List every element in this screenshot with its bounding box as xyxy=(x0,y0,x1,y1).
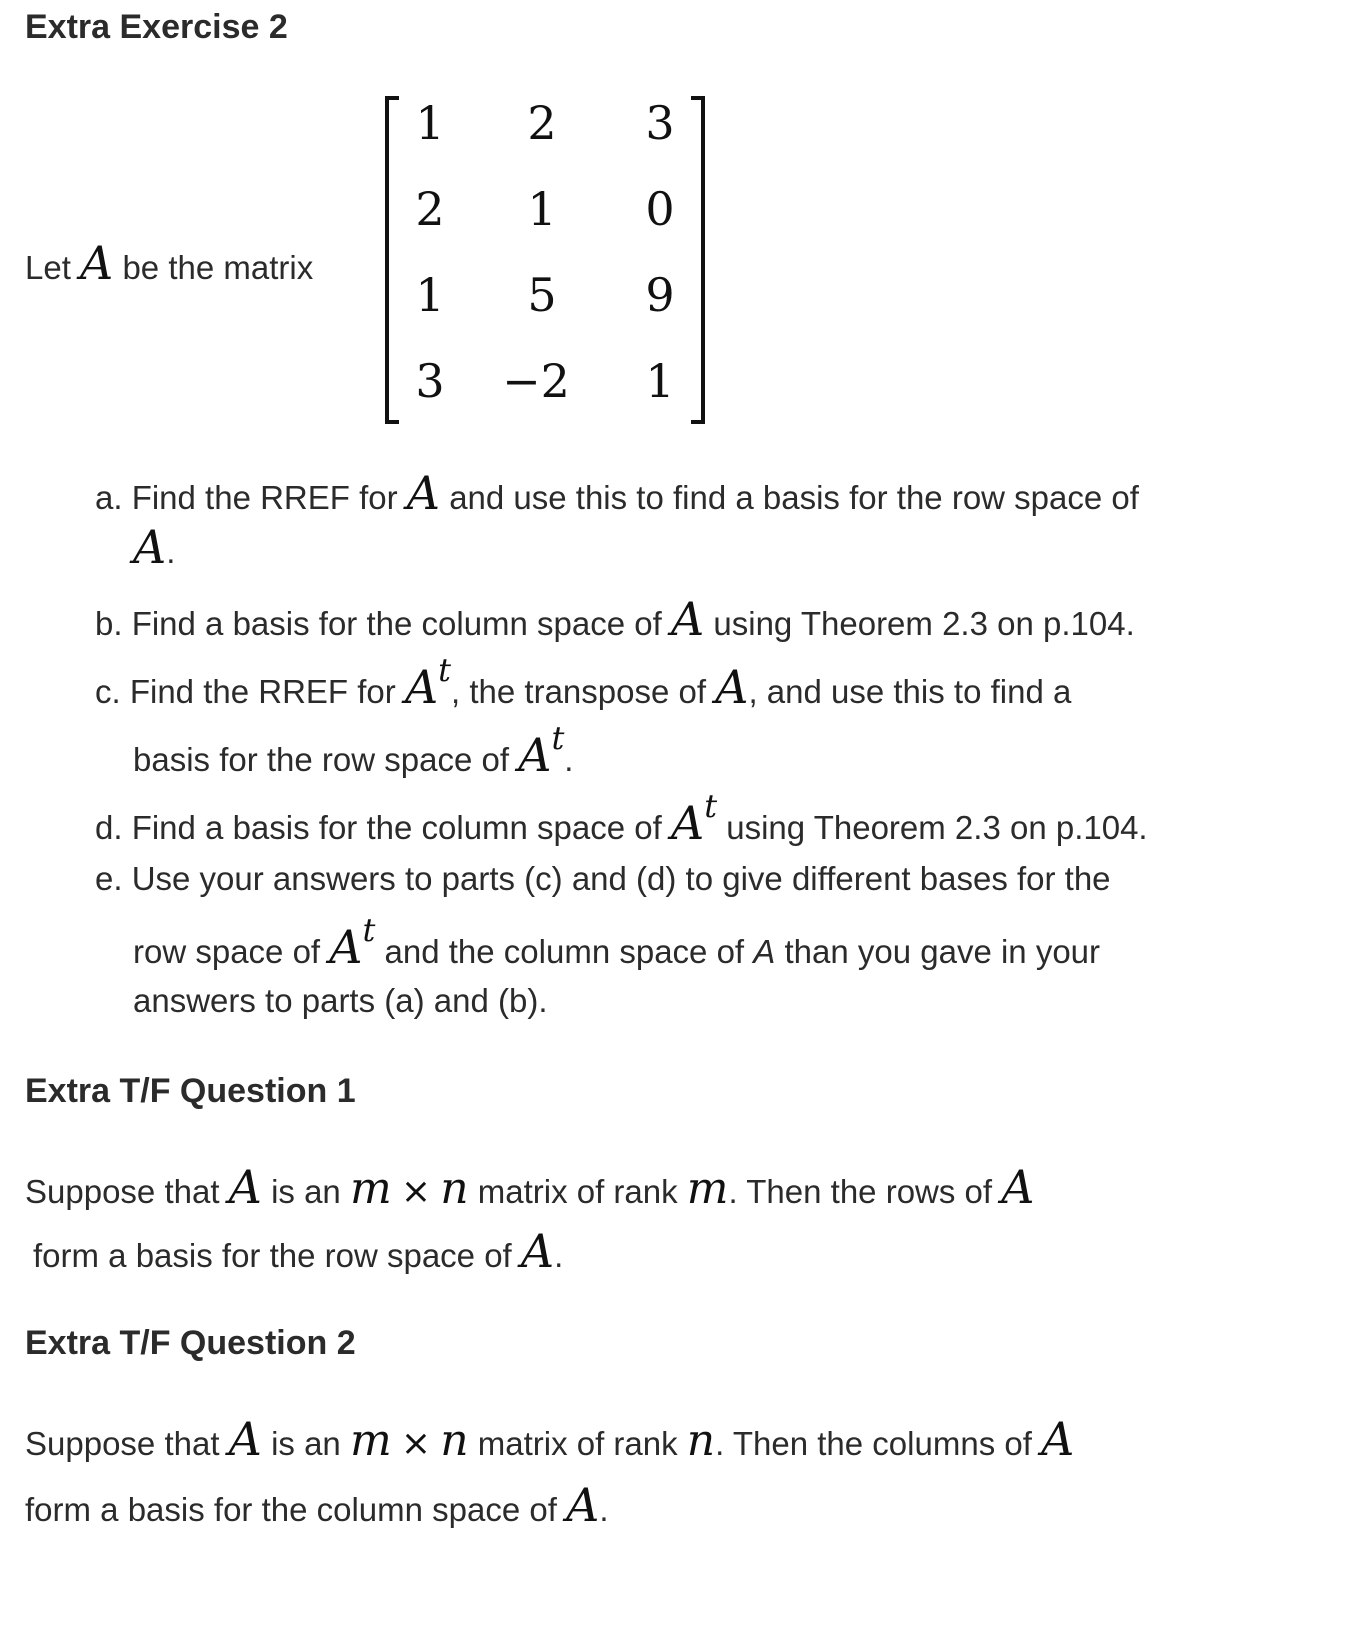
part-e-line1: e. Use your answers to parts (c) and (d) to give different bases for the xyxy=(95,860,1111,897)
exercise-heading: Extra Exercise 2 xyxy=(25,8,288,46)
tf1-line2: form a basis for the row space of A. xyxy=(33,1224,564,1278)
part-e-line2: row space of At and the column space of A than you gave in your xyxy=(133,911,1101,974)
tf2-heading: Extra T/F Question 2 xyxy=(25,1324,356,1362)
part-a-line2: A. xyxy=(133,520,176,574)
matrix-cell: 3 xyxy=(645,96,675,150)
tf2-line1: Suppose that A is an m × n matrix of rank n. Then the columns of A xyxy=(25,1412,1075,1466)
part-b: b. Find a basis for the column space of A using Theorem 2.3 on p.104. xyxy=(95,592,1135,646)
matrix-cell: 0 xyxy=(645,182,675,236)
matrix-cell: 1 xyxy=(415,96,445,150)
matrix-cell: 3 xyxy=(415,354,445,408)
matrix-cell: −2 xyxy=(502,354,570,408)
matrix-cell: 1 xyxy=(645,354,675,408)
tf1-heading: Extra T/F Question 1 xyxy=(25,1072,356,1110)
part-d: d. Find a basis for the column space of At using Theorem 2.3 on p.104. xyxy=(95,787,1148,850)
matrix-a xyxy=(385,96,705,424)
part-e-line3: answers to parts (a) and (b). xyxy=(133,982,548,1019)
matrix-intro: Let A be the matrix xyxy=(25,236,314,290)
matrix-cell: 2 xyxy=(415,182,445,236)
part-c-line2: basis for the row space of At. xyxy=(133,719,574,782)
matrix-cell: 5 xyxy=(527,268,557,322)
matrix-cell: 1 xyxy=(527,182,557,236)
part-a-line1: a. Find the RREF for A and use this to find a basis for the row space of xyxy=(95,466,1139,520)
tf2-line2: form a basis for the column space of A. xyxy=(25,1478,609,1532)
matrix-cell: 2 xyxy=(527,96,557,150)
matrix-cell: 1 xyxy=(415,268,445,322)
tf1-line1: Suppose that A is an m × n matrix of rank m. Then the rows of A xyxy=(25,1160,1035,1214)
part-c-line1: c. Find the RREF for At, the transpose of A, and use this to find a xyxy=(95,651,1072,714)
matrix-cell: 9 xyxy=(645,268,675,322)
